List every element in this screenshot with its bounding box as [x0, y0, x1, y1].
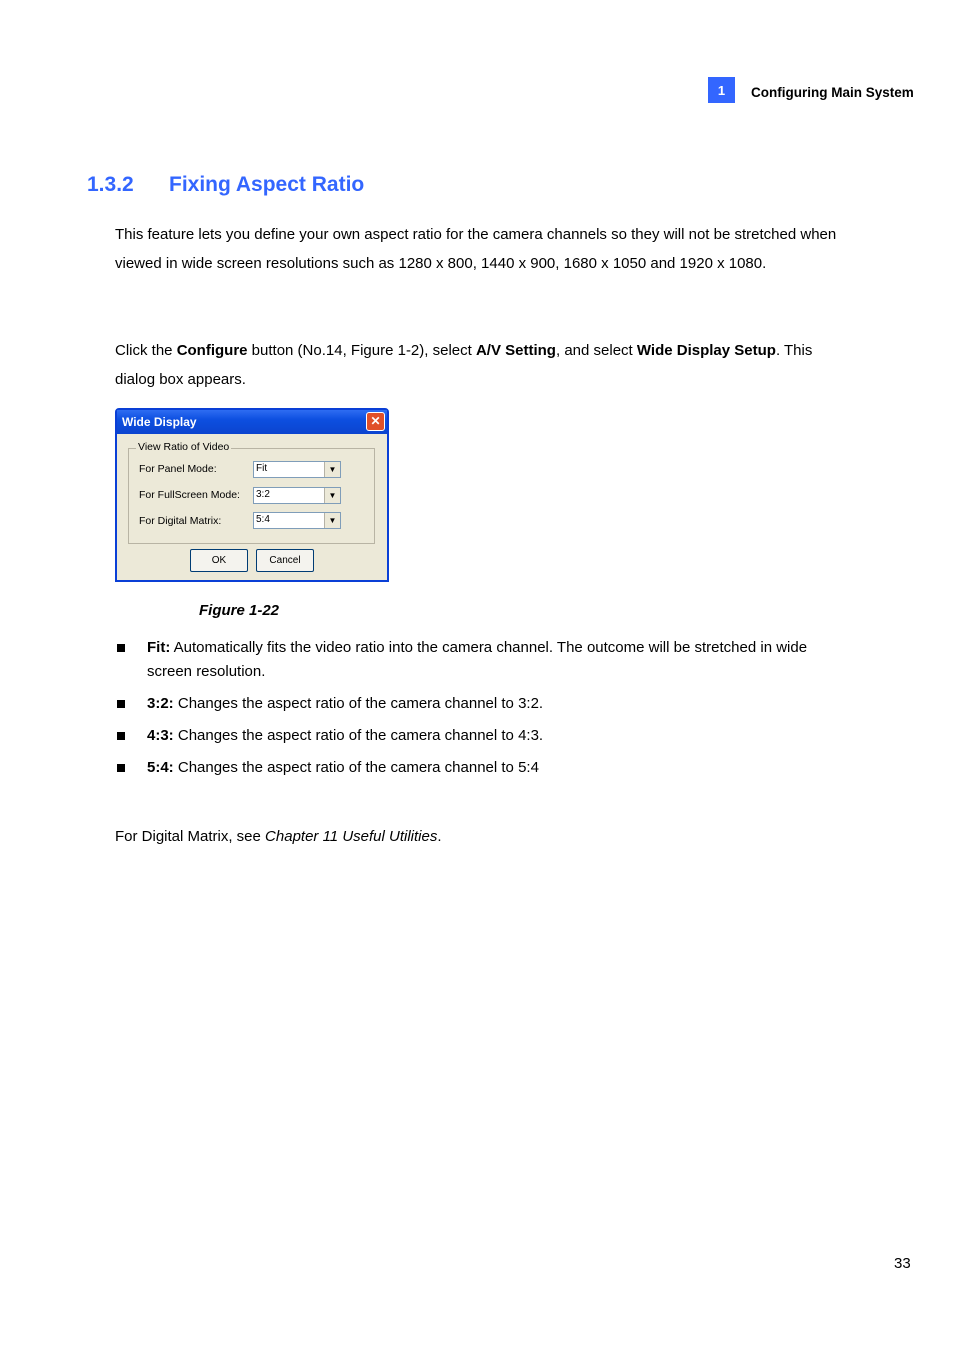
- instruction-text: . This dialog box appears.: [115, 342, 813, 388]
- bullet-text: Changes the aspect ratio of the camera channel to 5:4: [173, 759, 539, 776]
- bullet-text: Changes the aspect ratio of the camera channel to 3:2.: [173, 695, 544, 712]
- instruction-text: button (No.14, Figure 1-2), select: [247, 342, 476, 359]
- dialog-title: Wide Display: [122, 415, 197, 429]
- list-item: [115, 756, 835, 780]
- digital-matrix-select[interactable]: [253, 512, 341, 529]
- square-bullet-icon: [117, 732, 125, 740]
- bullet-term: Fit:: [147, 639, 171, 656]
- bullet-term: 5:4:: [147, 759, 174, 776]
- section-heading: [87, 173, 364, 197]
- chapter-reference: Chapter 11 Useful Utilities: [265, 828, 438, 845]
- section-number: 1.3.2: [87, 173, 134, 196]
- note-text: .: [437, 828, 442, 845]
- instruction-text: Click the: [115, 342, 177, 359]
- list-item: [115, 724, 835, 748]
- groupbox-label: View Ratio of Video: [138, 441, 230, 453]
- bullet-term: 4:3:: [147, 727, 174, 744]
- fullscreen-mode-select[interactable]: [253, 487, 341, 504]
- option-list: [115, 636, 835, 788]
- digital-matrix-value: 5:4: [256, 514, 270, 525]
- note-text: For Digital Matrix, see: [115, 828, 266, 845]
- instruction-paragraph: [115, 336, 845, 394]
- fullscreen-mode-value: 3:2: [256, 489, 270, 500]
- square-bullet-icon: [117, 700, 125, 708]
- digital-matrix-note: [115, 822, 845, 851]
- chevron-down-icon[interactable]: ▼: [324, 488, 340, 503]
- bullet-term: 3:2:: [147, 695, 174, 712]
- intro-paragraph: This feature lets you define your own aspect ratio for the camera channels so they will not be stretched when viewed in wide screen resolutions such as 1280 x 800, 1440 x 900, 1680 x 1050 and 1920 x 1080.: [115, 226, 837, 272]
- page-number: 33: [894, 1255, 911, 1272]
- list-item: [115, 636, 835, 684]
- square-bullet-icon: [117, 644, 125, 652]
- chapter-number-badge: 1: [708, 77, 735, 103]
- panel-mode-select[interactable]: [253, 461, 341, 478]
- av-setting-term: A/V Setting: [475, 342, 556, 359]
- bullet-text: Automatically fits the video ratio into the camera channel. The outcome will be stretched in wide screen resolution.: [147, 639, 808, 680]
- chevron-down-icon[interactable]: ▼: [324, 462, 340, 477]
- fullscreen-mode-label: For FullScreen Mode:: [139, 489, 240, 501]
- bullet-text: Changes the aspect ratio of the camera channel to 4:3.: [173, 727, 544, 744]
- list-item: [115, 692, 835, 716]
- panel-mode-value: Fit: [256, 463, 268, 474]
- section-title: Fixing Aspect Ratio: [169, 173, 365, 196]
- wide-display-dialog: [115, 408, 389, 582]
- dialog-titlebar: [117, 410, 387, 434]
- panel-mode-label: For Panel Mode:: [139, 463, 217, 475]
- close-icon[interactable]: ✕: [366, 412, 385, 431]
- figure-caption: Figure 1-22: [199, 602, 280, 619]
- instruction-text: , and select: [555, 342, 637, 359]
- chevron-down-icon[interactable]: ▼: [324, 513, 340, 528]
- configure-term: Configure: [176, 342, 248, 359]
- wide-display-setup-term: Wide Display Setup: [636, 342, 776, 359]
- square-bullet-icon: [117, 764, 125, 772]
- view-ratio-groupbox: [128, 441, 375, 544]
- ok-button[interactable]: OK: [190, 549, 248, 572]
- digital-matrix-label: For Digital Matrix:: [139, 515, 222, 527]
- cancel-button[interactable]: Cancel: [256, 549, 314, 572]
- chapter-title: Configuring Main System: [751, 85, 914, 100]
